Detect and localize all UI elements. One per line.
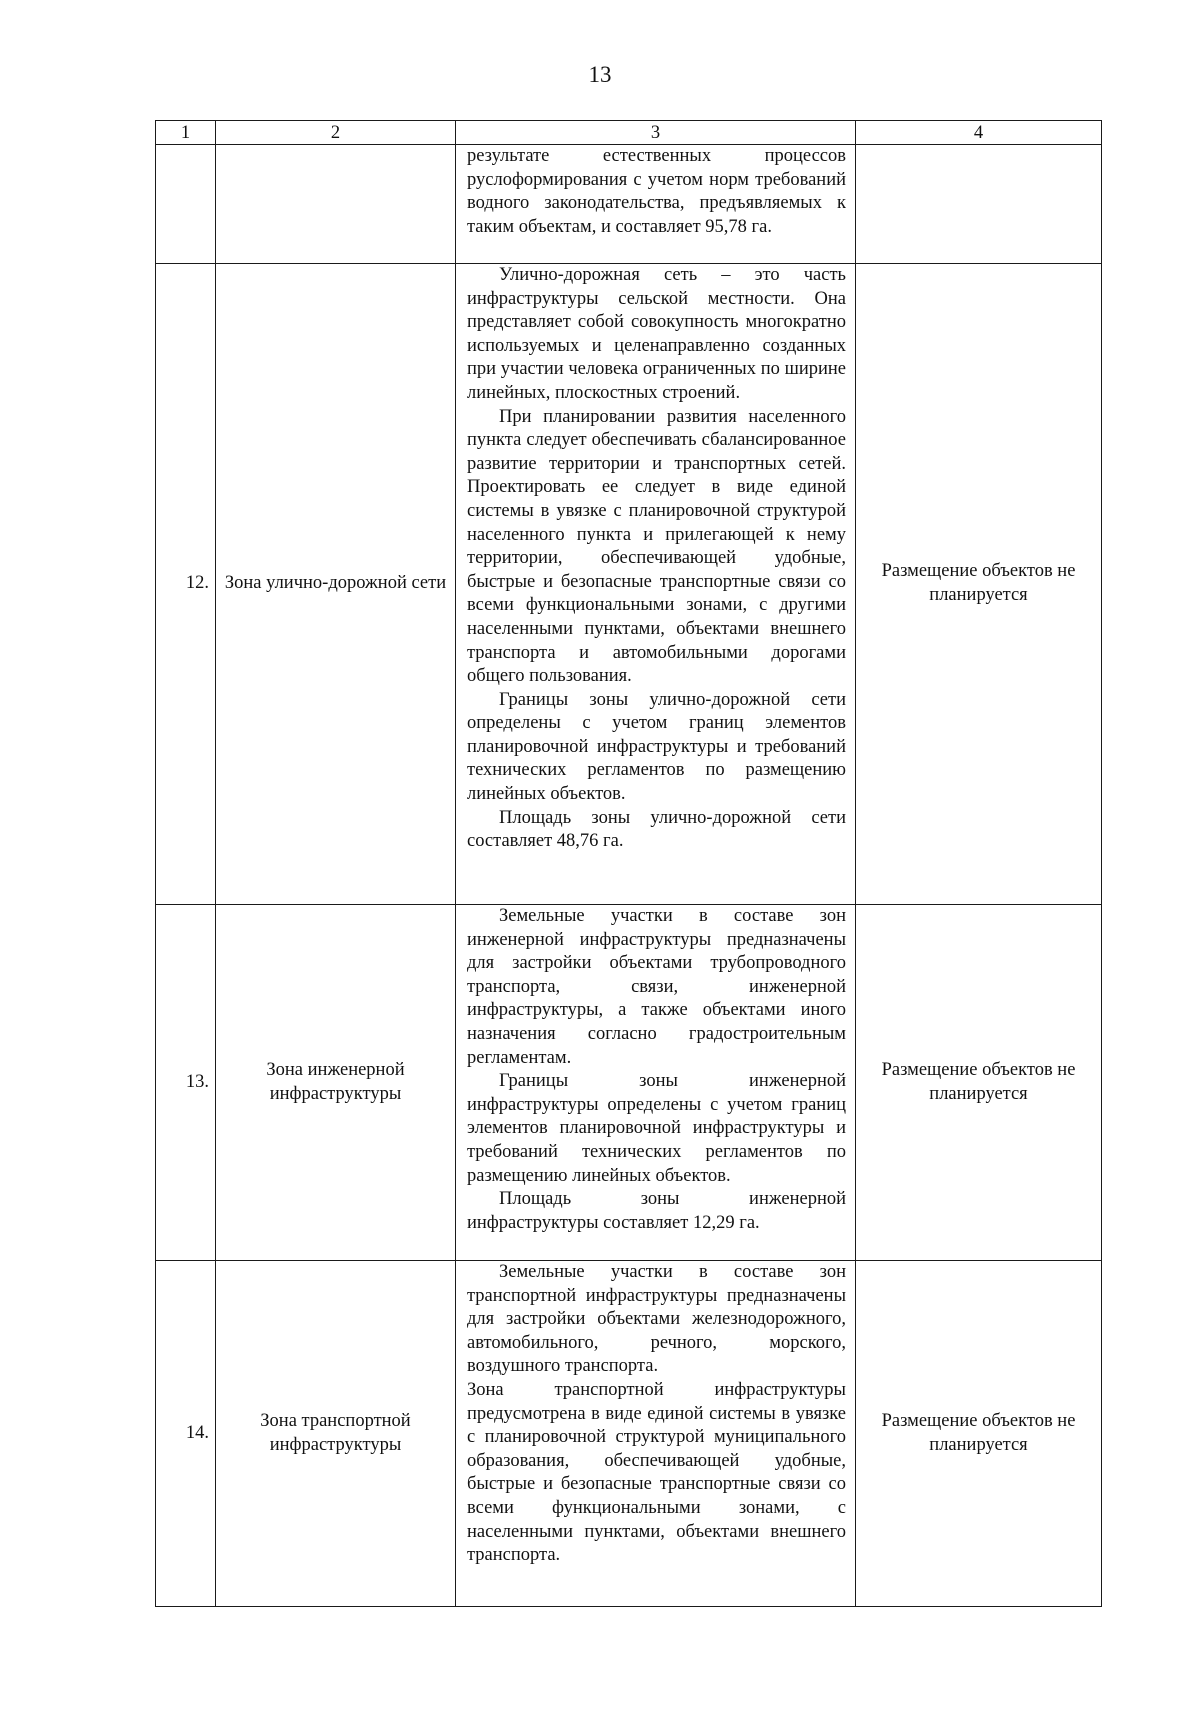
zone-name: Зона транспортной инфраструктуры [216, 1261, 456, 1607]
table-row [156, 1261, 1102, 1607]
planned-objects: Размещение объектов не планируется [856, 905, 1102, 1261]
zone-description [456, 145, 856, 264]
table-header-row [156, 121, 1102, 145]
zones-table [155, 120, 1102, 1607]
planned-objects: Размещение объектов не планируется [856, 264, 1102, 905]
zone-description [456, 905, 856, 1261]
row-number: 12. [156, 264, 216, 905]
zone-description [456, 1261, 856, 1607]
zone-name: Зона улично-дорожной сети [216, 264, 456, 905]
description-paragraph: При планировании развития населенного пункта следует обеспечивать сбалансированное развитие территории и транспортных сетей. Проектировать ее следует в виде единой системы в увязке с планировочной структурой населенного пункта и прилегающей к нему территории, обеспечивающей удобные, быстрые и безопасные транспортные связи со всеми функциональными зонами, с другими населенными пунктами, объектами внешнего транспорта и автомобильными дорогами общего пользования. [467, 406, 846, 687]
description-paragraph: Зона транспортной инфраструктуры предусмотрена в виде единой системы в увязке с планировочной структурой муниципального образования, обеспечивающей удобные, быстрые и безопасные транспортные связи со всеми функциональными зонами, с населенными пунктами, объектами внешнего транспорта. [467, 1379, 846, 1566]
header-col-4: 4 [856, 121, 1102, 145]
zone-name: Зона инженерной инфраструктуры [216, 905, 456, 1261]
planned-objects: Размещение объектов не планируется [856, 1261, 1102, 1607]
description-paragraph: Границы зоны улично-дорожной сети определены с учетом границ элементов планировочной инфраструктуры и требований технических регламентов по размещению линейных объектов. [467, 689, 846, 805]
page-number: 13 [588, 62, 612, 87]
description-paragraph: Улично-дорожная сеть – это часть инфраструктуры сельской местности. Она представляет собой совокупность многократно используемых и целенаправленно созданных при участии человека ограниченных по ширине линейных, плоскостных строений. [467, 265, 846, 403]
description-paragraph: Площадь зоны улично-дорожной сети составляет 48,76 га. [467, 807, 846, 852]
row-number: 13. [156, 905, 216, 1261]
zone-description [456, 264, 856, 905]
table-row [156, 264, 1102, 905]
row-number: 14. [156, 1261, 216, 1607]
table-row [156, 905, 1102, 1261]
description-paragraph: результате естественных процессов руслоформирования с учетом норм требований водного законодательства, предъявляемых к таким объектам, и составляет 95,78 га. [467, 146, 846, 237]
description-paragraph: Границы зоны инженерной инфраструктуры определены с учетом границ элементов планировочной инфраструктуры и требований технических регламентов по размещению линейных объектов. [467, 1071, 846, 1186]
description-paragraph: Земельные участки в составе зон инженерной инфраструктуры предназначены для застройки объектами трубопроводного транспорта, связи, инженерной инфраструктуры, а также объектами иного назначения согласно градостроительным регламентам. [467, 906, 846, 1068]
zone-name [216, 145, 456, 264]
planned-objects [856, 145, 1102, 264]
table-row [156, 145, 1102, 264]
header-col-3: 3 [456, 121, 856, 145]
row-number [156, 145, 216, 264]
description-paragraph: Площадь зоны инженерной инфраструктуры составляет 12,29 га. [467, 1189, 846, 1233]
description-paragraph: Земельные участки в составе зон транспортной инфраструктуры предназначены для застройки объектами железнодорожного, автомобильного, речного, морского, воздушного транспорта. [467, 1262, 846, 1377]
header-col-2: 2 [216, 121, 456, 145]
header-col-1: 1 [156, 121, 216, 145]
